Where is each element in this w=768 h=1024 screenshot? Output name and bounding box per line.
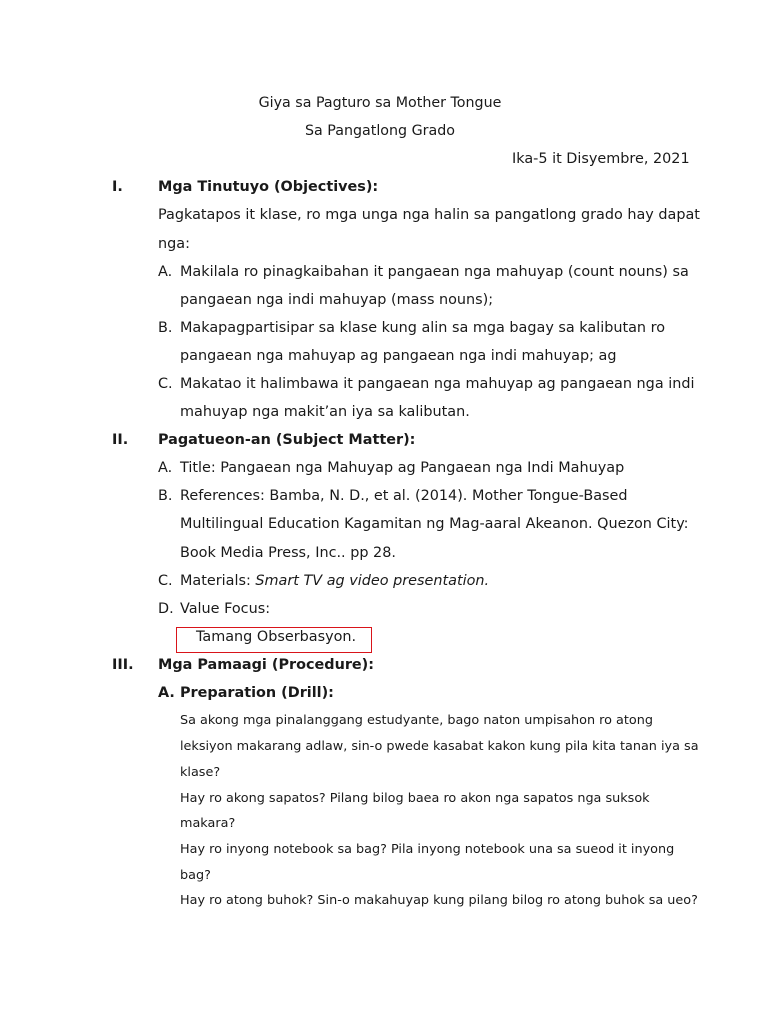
subsection-heading: Preparation (Drill): <box>180 685 334 701</box>
references-line: Book Media Press, Inc.. pp 28. <box>180 545 396 561</box>
list-letter: C. <box>158 376 173 392</box>
list-item-line: pangaean nga indi mahuyap (mass nouns); <box>180 292 494 308</box>
list-letter: C. <box>158 573 173 589</box>
list-letter: A. <box>158 264 173 280</box>
section-number: I. <box>112 179 123 195</box>
drill-line: Hay ro inyong notebook sa bag? Pila inyong notebook una sa sueod it inyong <box>180 842 675 857</box>
paragraph-line: Pagkatapos it klase, ro mga unga nga halin sa pangatlong grado hay dapat <box>158 207 700 223</box>
list-letter: B. <box>158 488 173 504</box>
drill-line: bag? <box>180 868 211 883</box>
section-heading: Mga Pamaagi (Procedure): <box>158 657 375 673</box>
section-heading: Mga Tinutuyo (Objectives): <box>158 179 379 195</box>
materials-line <box>180 572 489 590</box>
references-line: References: Bamba, N. D., et al. (2014). Mother Tongue-Based <box>180 488 628 504</box>
value-focus-label: Value Focus: <box>180 601 271 617</box>
drill-line: Sa akong mga pinalanggang estudyante, bago naton umpisahon ro atong <box>180 713 653 728</box>
list-item-line: mahuyap nga makit’an iya sa kalibutan. <box>180 404 470 420</box>
list-letter: D. <box>158 601 174 617</box>
subsection-letter: A. <box>158 685 175 701</box>
list-letter: B. <box>158 320 173 336</box>
section-number: II. <box>112 432 129 448</box>
list-item-line: pangaean nga mahuyap ag pangaean nga indi mahuyap; ag <box>180 348 617 364</box>
materials-label: Materials: <box>180 573 256 589</box>
drill-line: makara? <box>180 816 236 831</box>
document-date: Ika-5 it Disyembre, 2021 <box>512 151 690 167</box>
section-number: III. <box>112 657 134 673</box>
document-title: Giya sa Pagturo sa Mother Tongue <box>258 95 502 111</box>
list-item-line: Makatao it halimbawa it pangaean nga mahuyap ag pangaean nga indi <box>180 376 695 392</box>
references-line: Multilingual Education Kagamitan ng Mag-aaral Akeanon. Quezon City: <box>180 516 689 532</box>
materials-value: Smart TV ag video presentation. <box>255 573 490 589</box>
document-subtitle: Sa Pangatlong Grado <box>305 123 455 139</box>
list-item-line: Makilala ro pinagkaibahan it pangaean nga mahuyap (count nouns) sa <box>180 264 689 280</box>
drill-line: Hay ro akong sapatos? Pilang bilog baea ro akon nga sapatos nga suksok <box>180 791 650 806</box>
subject-title: Title: Pangaean nga Mahuyap ag Pangaean nga Indi Mahuyap <box>180 460 625 476</box>
list-item-line: Makapagpartisipar sa klase kung alin sa mga bagay sa kalibutan ro <box>180 320 666 336</box>
paragraph-line: nga: <box>158 236 190 252</box>
drill-line: leksiyon makarang adlaw, sin-o pwede kasabat kakon kung pila kita tanan iya sa <box>180 739 699 754</box>
drill-line: klase? <box>180 765 221 780</box>
drill-line: Hay ro atong buhok? Sin-o makahuyap kung pilang bilog ro atong buhok sa ueo? <box>180 893 698 908</box>
section-heading: Pagatueon-an (Subject Matter): <box>158 432 416 448</box>
value-focus-text: Tamang Obserbasyon. <box>196 629 357 645</box>
list-letter: A. <box>158 460 173 476</box>
